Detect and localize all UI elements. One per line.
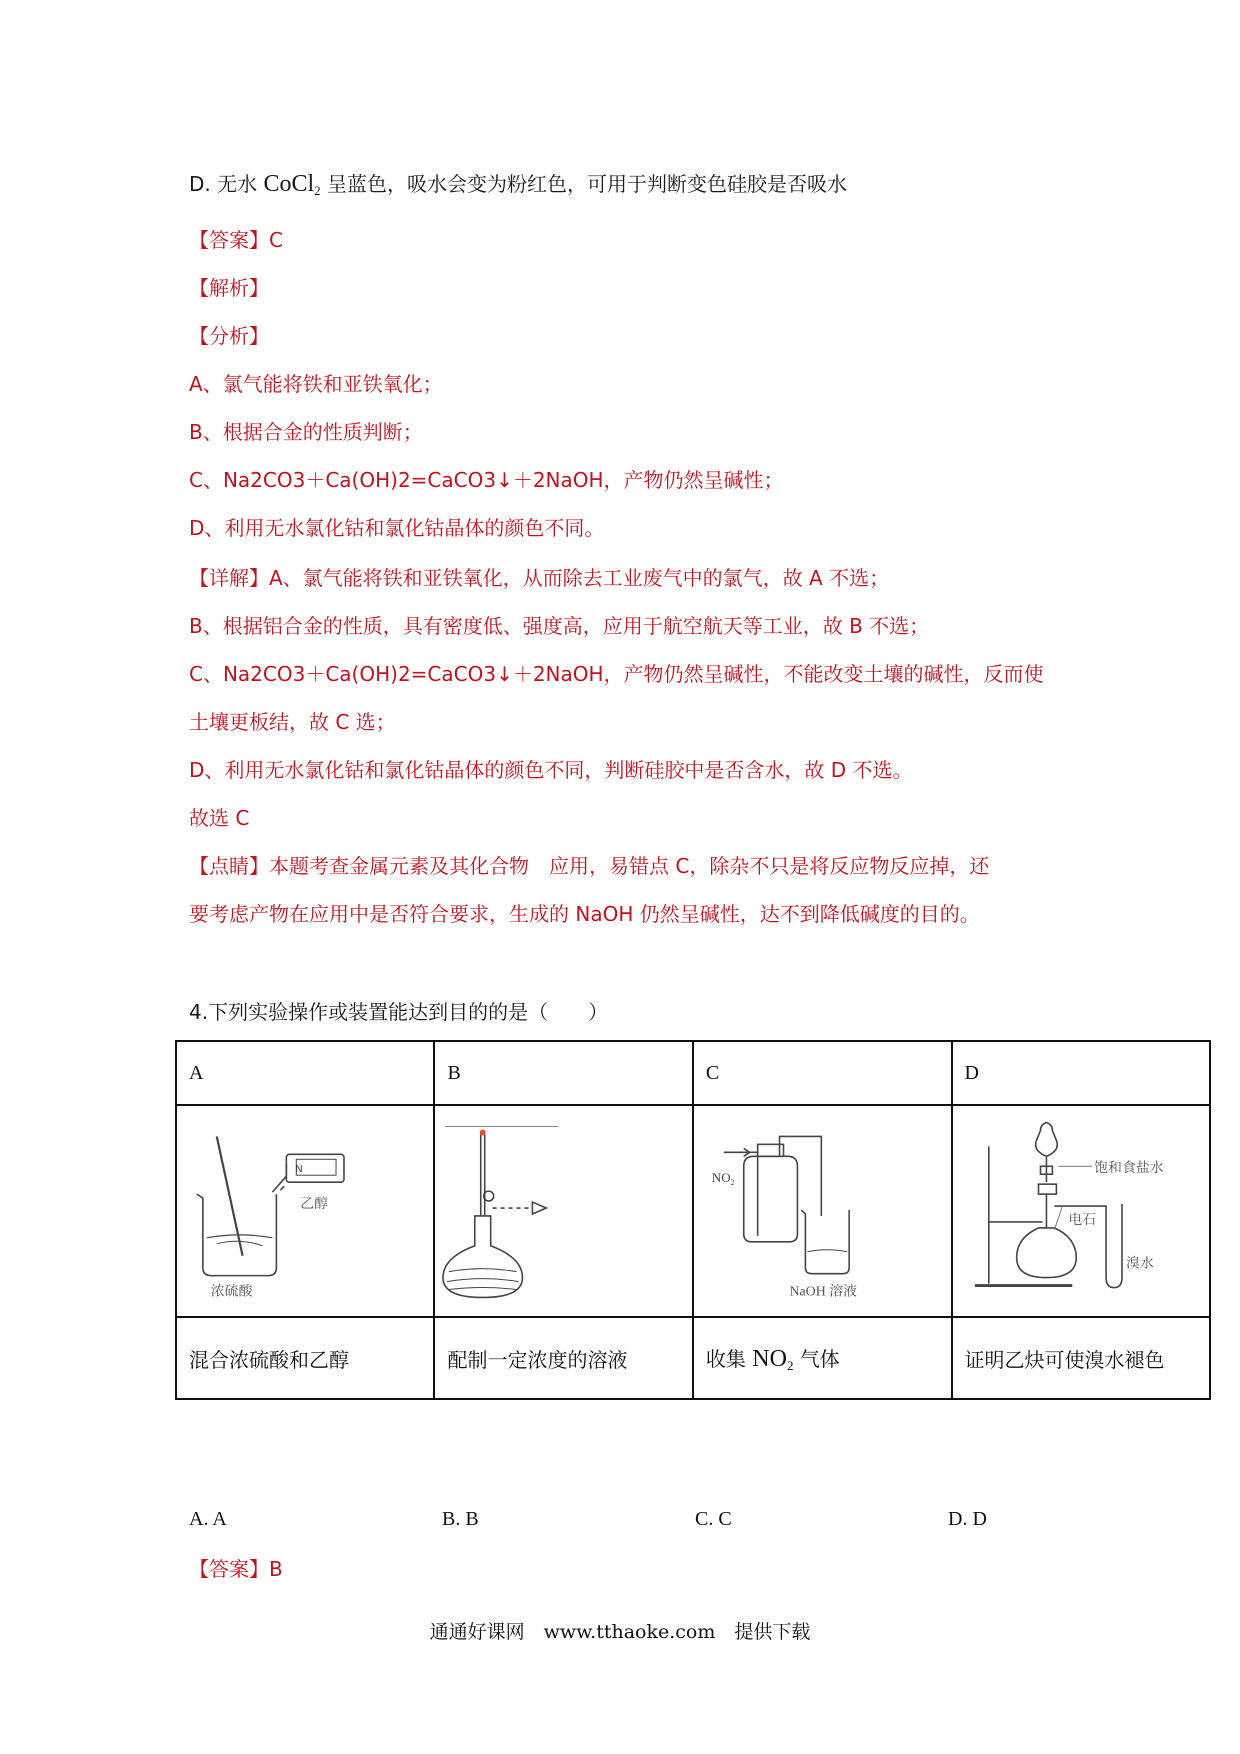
figure-b-cell <box>434 1105 692 1317</box>
option-a: A. A <box>189 1508 227 1530</box>
comment-text-1: 本题考查金属元素及其化合物 应用，易错点 C，除杂不只是将反应物反应掉，还 <box>269 854 990 878</box>
figure-c-collect-gas <box>694 1106 951 1316</box>
caption-c-formula-sub: 2 <box>786 1358 794 1373</box>
figure-a-label-acid: 浓硫酸 <box>210 1283 253 1300</box>
figure-d-acetylene <box>953 1106 1209 1316</box>
detail-tag: 【详解】 <box>189 566 269 590</box>
fenxi-tag: 【分析】 <box>189 324 269 348</box>
figure-d-label-brine: 饱和食盐水 <box>1093 1160 1164 1177</box>
page-footer: 通通好课网 www.tthaoke.com 提供下载 <box>429 1621 811 1643</box>
detail-line-c: C、Na2CO3＋Ca(OH)2=CaCO3↓＋2NaOH，产物仍然呈碱性，不能改变土壤的碱性，反而使 <box>189 662 1044 686</box>
figure-a-bottle-mark: N <box>295 1164 303 1176</box>
table-caption-row <box>176 1317 1210 1399</box>
question4-table <box>175 1040 1211 1400</box>
answer-q4-tag: 【答案】 <box>189 1557 269 1581</box>
table-header-row <box>176 1041 1210 1105</box>
comment-line-1 <box>189 852 989 880</box>
detail-text-a: A、氯气能将铁和亚铁氧化，从而除去工业废气中的氯气，故 A 不选； <box>269 566 890 590</box>
analysis-line-c: C、Na2CO3＋Ca(OH)2=CaCO3↓＋2NaOH，产物仍然呈碱性； <box>189 468 784 492</box>
figure-a-label-ethanol: 乙醇 <box>300 1196 329 1213</box>
jiexi-tag: 【解析】 <box>189 276 269 300</box>
table-figure-row <box>176 1105 1210 1317</box>
detail-line-d: D、利用无水氯化钴和氯化钴晶体的颜色不同，判断硅胶中是否含水，故 D 不选。 <box>189 758 913 782</box>
detail-line-c-cont: 土壤更板结，故 C 选； <box>189 710 396 734</box>
option-c: C. C <box>695 1508 732 1530</box>
answer-tag: 【答案】 <box>189 228 269 252</box>
answer-q4-value: B <box>269 1557 283 1581</box>
figure-a-cell <box>176 1105 434 1317</box>
option-d: D. D <box>948 1508 987 1530</box>
caption-c-formula-main: NO <box>752 1346 787 1372</box>
header-c: C <box>693 1041 952 1105</box>
analysis-line-b: B、根据合金的性质判断； <box>189 420 423 444</box>
comment-tag: 【点睛】 <box>189 854 269 878</box>
detail-line-b: B、根据铝合金的性质，具有密度低、强度高，应用于航空航天等工业，故 B 不选； <box>189 614 930 638</box>
caption-c-formula <box>752 1346 793 1372</box>
caption-c-suffix: 气体 <box>799 1347 840 1371</box>
conclusion: 故选 C <box>189 806 250 830</box>
figure-b-tip <box>480 1129 486 1135</box>
cocl2-formula <box>263 171 320 197</box>
figure-c-label-naoh: NaOH 溶液 <box>789 1284 857 1300</box>
figure-a-pour-acid <box>177 1106 433 1316</box>
analysis-line-d: D、利用无水氯化钴和氯化钴晶体的颜色不同。 <box>189 516 605 540</box>
option-b: B. B <box>442 1508 479 1530</box>
answer-q4-line <box>189 1555 283 1583</box>
caption-c-prefix: 收集 <box>705 1347 746 1371</box>
figure-c-cell <box>693 1105 952 1317</box>
question4-stem: 4.下列实验操作或装置能达到目的的是（ ） <box>189 1000 609 1024</box>
figure-d-cell <box>952 1105 1210 1317</box>
answer-value: C <box>269 228 283 252</box>
detail-line-a <box>189 564 889 592</box>
figure-b-volumetric-flask <box>435 1106 691 1316</box>
header-b: B <box>434 1041 692 1105</box>
caption-a: 混合浓硫酸和乙醇 <box>176 1317 434 1399</box>
option-d-line <box>189 170 847 198</box>
header-a: A <box>176 1041 434 1105</box>
figure-d-label-carbide: 电石 <box>1067 1211 1096 1228</box>
caption-b: 配制一定浓度的溶液 <box>434 1317 692 1399</box>
option-d-prefix: D. 无水 <box>189 172 258 196</box>
answer-line <box>189 226 283 254</box>
formula-subscript: 2 <box>314 183 321 198</box>
figure-c-label-no2: $NO_2$ <box>711 1170 735 1188</box>
figure-d-label-bromine: 溴水 <box>1125 1255 1154 1272</box>
caption-c <box>693 1317 952 1399</box>
comment-line-2: 要考虑产物在应用中是否符合要求，生成的 NaOH 仍然呈碱性，达不到降低碱度的目的。 <box>189 902 980 926</box>
formula-main: CoCl <box>263 171 315 197</box>
analysis-line-a: A、氯气能将铁和亚铁氧化； <box>189 372 443 396</box>
header-d: D <box>952 1041 1210 1105</box>
option-d-suffix: 呈蓝色，吸水会变为粉红色，可用于判断变色硅胶是否吸水 <box>327 172 848 196</box>
caption-d: 证明乙炔可使溴水褪色 <box>952 1317 1210 1399</box>
